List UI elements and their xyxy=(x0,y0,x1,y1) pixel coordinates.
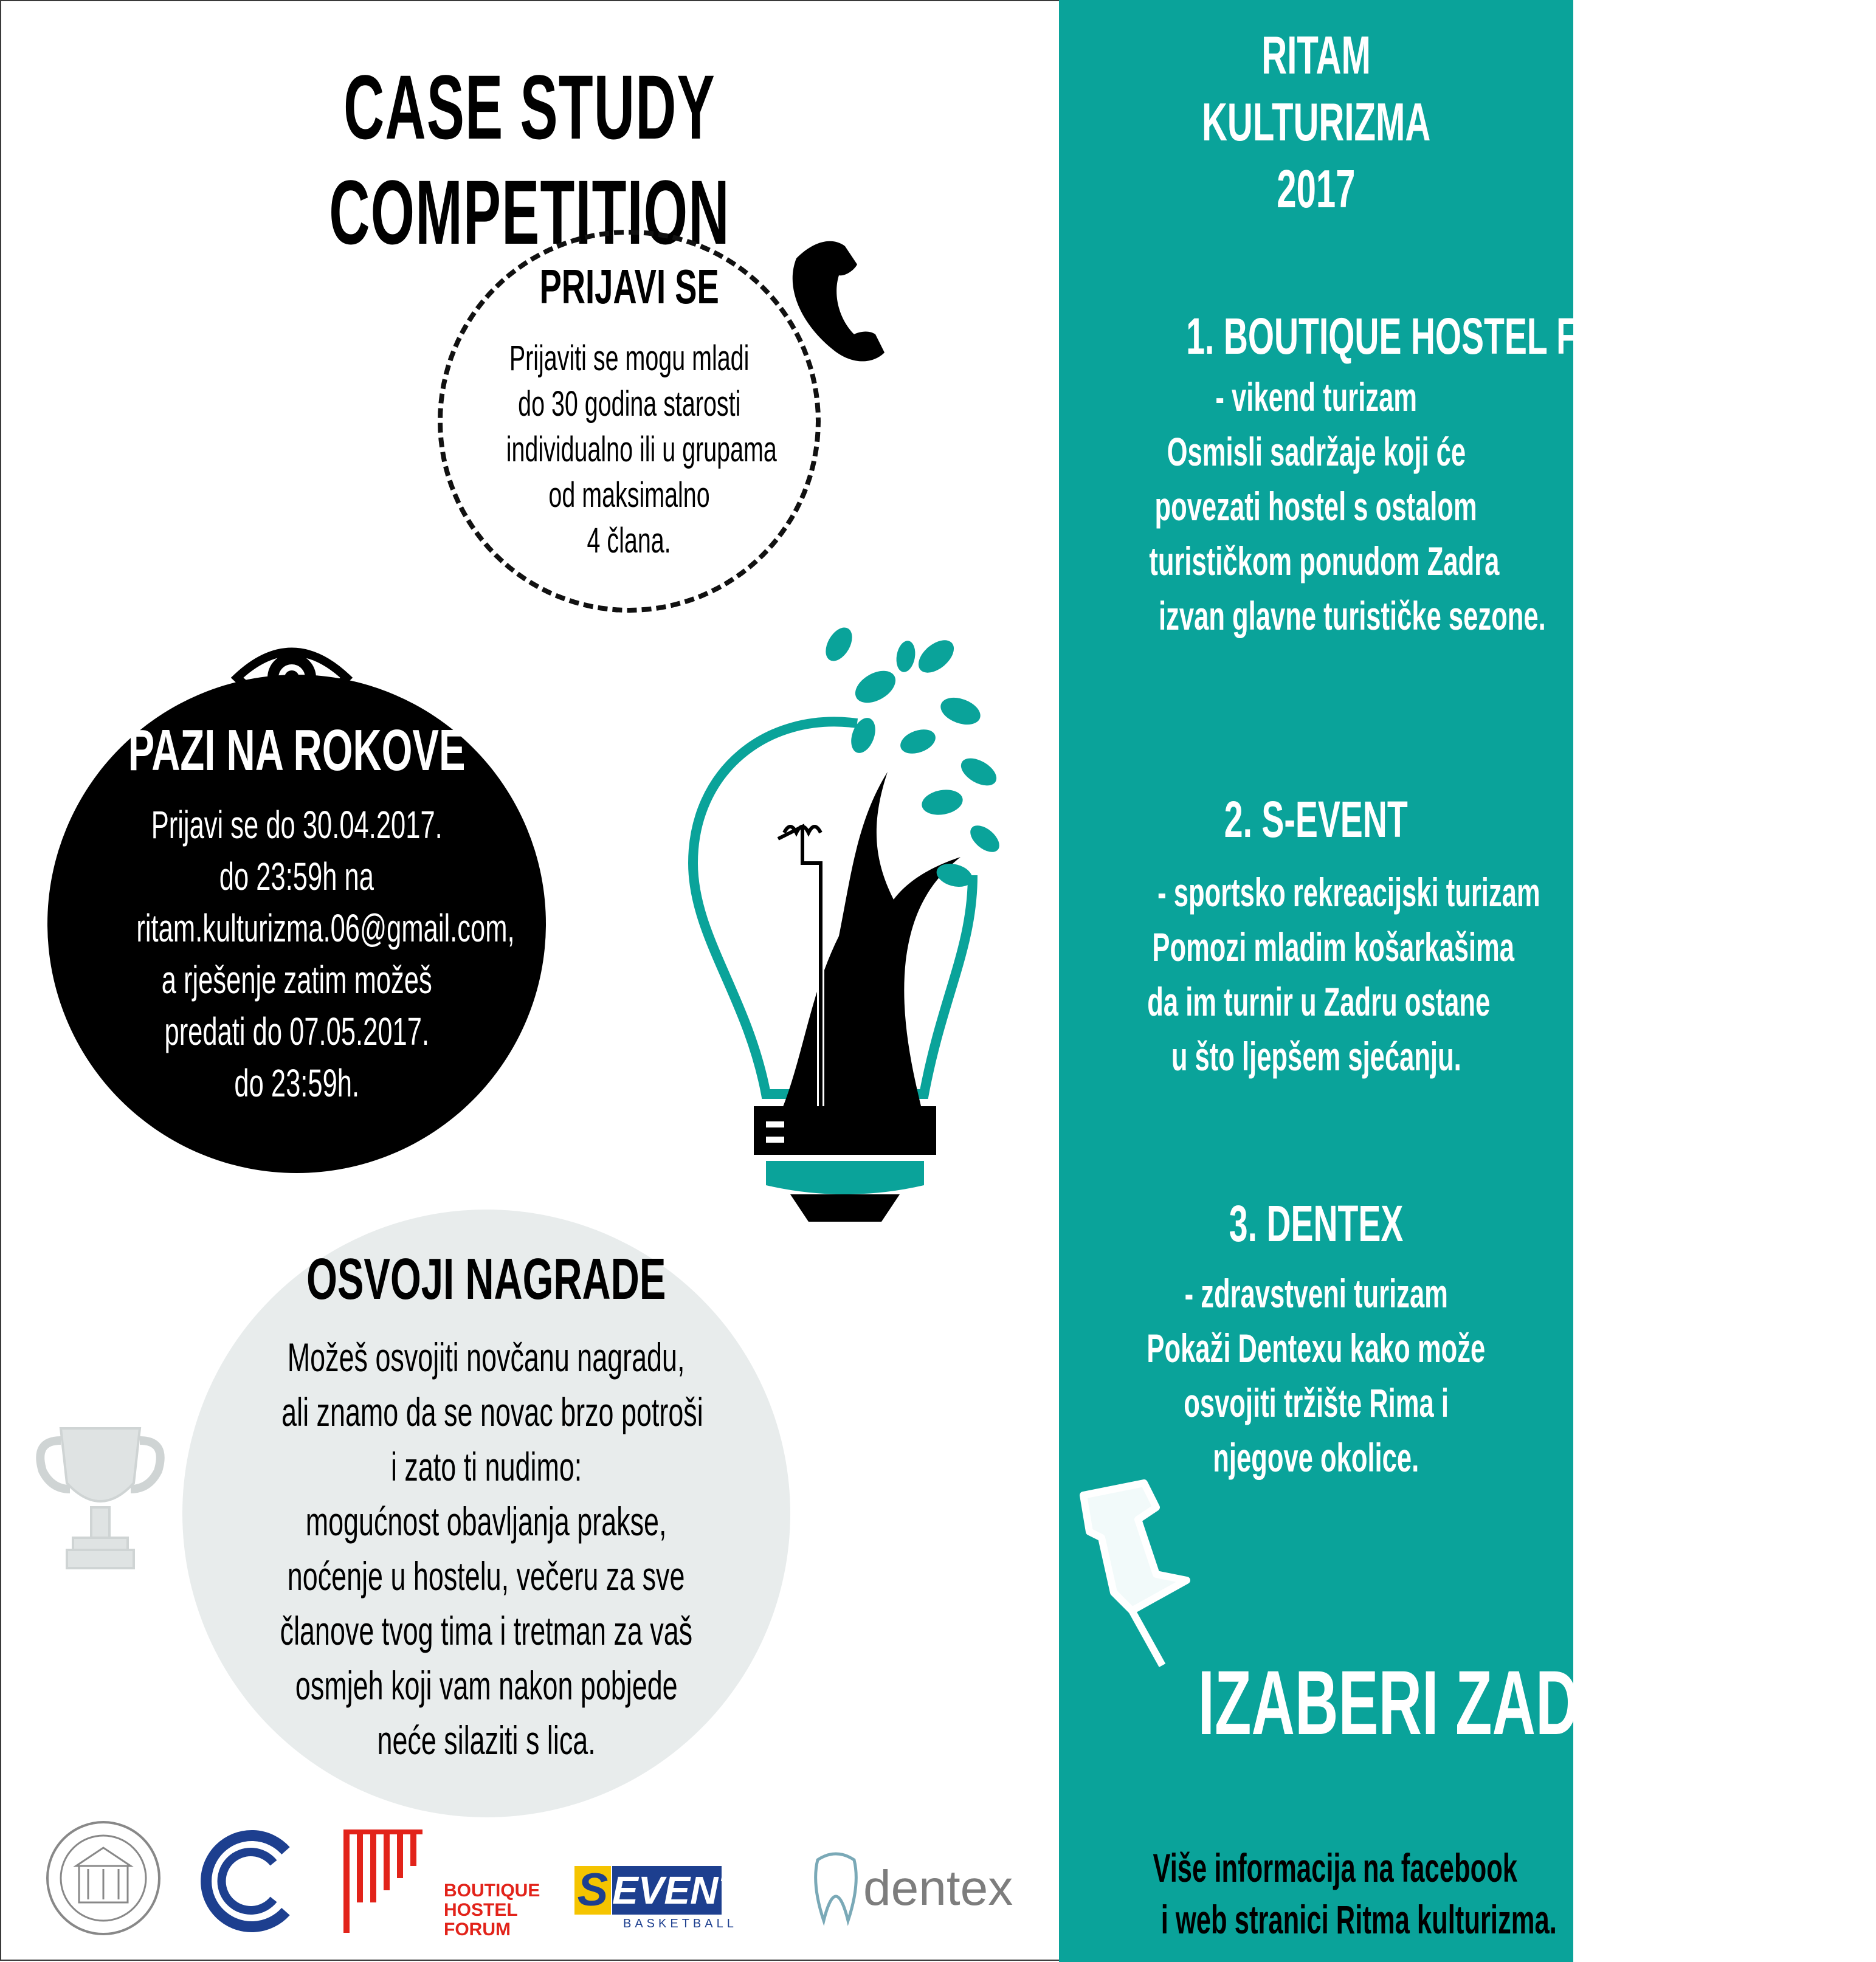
task-line: da im turnir u Zadru ostane xyxy=(1147,979,1491,1024)
prijavi-se-circle xyxy=(438,230,821,613)
rokovi-line: do 23:59h na xyxy=(219,855,374,898)
side-title-line: KULTURIZMA xyxy=(1201,92,1431,152)
task-heading[interactable]: 2. S-EVENT xyxy=(1224,791,1408,848)
lightbulb-tree-icon xyxy=(657,620,997,1234)
tooth-icon xyxy=(812,1848,860,1927)
sevent-logo: S EVENT BASKETBALL xyxy=(574,1866,757,1933)
prijavi-line: 4 člana. xyxy=(587,521,672,560)
pushpin-icon xyxy=(1065,1471,1217,1671)
rokovi-line: a rješenje zatim možeš xyxy=(161,958,432,1002)
prijavi-line: individualno ili u grupama xyxy=(506,430,777,469)
task-line: Pomozi mladim košarkašima xyxy=(1152,924,1514,969)
task-line: - zdravstveni turizam xyxy=(1184,1271,1448,1316)
task-line: turističkom ponudom Zadra xyxy=(1149,539,1500,583)
rokovi-line: predati do 07.05.2017. xyxy=(164,1010,429,1053)
side-title-line: RITAM xyxy=(1261,25,1371,85)
task-heading[interactable]: 1. BOUTIQUE HOSTEL FORUM xyxy=(1186,308,1680,365)
boutique-hostel-forum-logo xyxy=(343,1829,429,1933)
boutique-logo-text: BOUTIQUE HOSTEL FORUM xyxy=(444,1881,540,1940)
footer-line: Više informacija na facebook xyxy=(1153,1845,1518,1890)
nagrade-line: mogućnost obavljanja prakse, xyxy=(306,1499,667,1544)
task-line: Pokaži Dentexu kako može xyxy=(1147,1326,1486,1371)
cta-izaberi-zadatak[interactable]: IZABERI ZADATAK xyxy=(1198,1651,1737,1754)
nagrade-line: osmjeh koji vam nakon pobjede xyxy=(295,1663,678,1708)
nagrade-line: članove tvog tima i tretman za vaš xyxy=(280,1608,693,1653)
prijavi-line: od maksimalno xyxy=(548,475,710,515)
task-line: - sportsko rekreacijski turizam xyxy=(1157,870,1540,915)
nagrade-line: noćenje u hostelu, večeru za sve xyxy=(288,1554,685,1599)
rokovi-heading: PAZI NA ROKOVE xyxy=(128,718,466,783)
task-line: Osmisli sadržaje koji će xyxy=(1167,429,1466,474)
trophy-icon xyxy=(30,1422,170,1580)
rokovi-line: do 23:59h. xyxy=(234,1061,359,1105)
page-title: CASE STUDY COMPETITION xyxy=(329,56,730,263)
c-logo-icon xyxy=(195,1826,304,1936)
nagrade-line: ali znamo da se novac brzo potroši xyxy=(281,1389,703,1434)
task-line: osvojiti tržište Rima i xyxy=(1184,1380,1449,1425)
prijavi-se-heading: PRIJAVI SE xyxy=(539,260,719,314)
side-title-line: 2017 xyxy=(1277,159,1356,219)
task-line: - vikend turizam xyxy=(1215,374,1417,419)
task-line: izvan glavne turističke sezone. xyxy=(1158,593,1546,638)
prijavi-line: Prijaviti se mogu mladi xyxy=(509,339,750,378)
task-heading[interactable]: 3. DENTEX xyxy=(1229,1195,1404,1252)
nagrade-line: neće silaziti s lica. xyxy=(377,1718,596,1763)
university-seal-icon xyxy=(43,1817,164,1939)
nagrade-heading: OSVOJI NAGRADE xyxy=(306,1247,666,1312)
task-line: povezati hostel s ostalom xyxy=(1154,484,1478,529)
rokovi-circle xyxy=(47,675,546,1173)
rokovi-line: Prijavi se do 30.04.2017. xyxy=(151,803,443,847)
footer-line: i web stranici Ritma kulturizma. xyxy=(1160,1897,1557,1942)
side-panel xyxy=(1059,0,1737,1962)
prijavi-line: do 30 godina starosti xyxy=(517,384,741,424)
rokovi-email[interactable]: ritam.kulturizma.06@gmail.com, xyxy=(136,906,515,950)
nagrade-circle xyxy=(182,1210,790,1817)
task-line: njegove okolice. xyxy=(1213,1435,1419,1480)
dentex-logo-text: dentex xyxy=(863,1860,1013,1916)
sponsor-logos xyxy=(0,1817,1059,1951)
nagrade-line: i zato ti nudimo: xyxy=(390,1444,582,1489)
task-line: u što ljepšem sjećanju. xyxy=(1171,1034,1461,1079)
nagrade-line: Možeš osvojiti novčanu nagradu, xyxy=(288,1335,685,1380)
